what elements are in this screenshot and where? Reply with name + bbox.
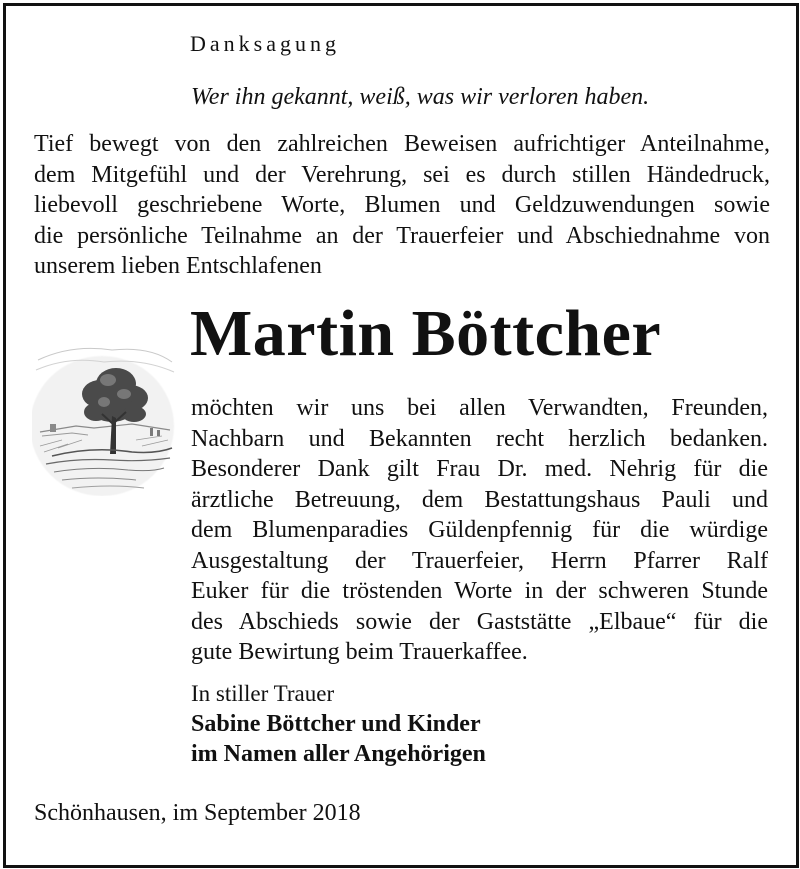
notice-heading: Danksagung (190, 31, 340, 56)
intro-line: dem Mitgefühl und der Verehrung, sei es durch stillen Händedruck, (34, 161, 770, 188)
thanks-line: Nachbarn und Bekannten recht herzlich bedanken. (191, 425, 768, 452)
tree-landscape-illustration (32, 336, 178, 496)
thanks-paragraph (191, 393, 768, 668)
thanks-line: möchten wir uns bei allen Verwandten, Freunden, (191, 395, 768, 421)
signoff-intro: In stiller Trauer (191, 681, 335, 706)
notice-motto: Wer ihn gekannt, weiß, was wir verloren haben. (191, 84, 650, 110)
thanks-line: Besonderer Dank gilt Frau Dr. med. Nehrig für die (191, 456, 768, 482)
signoff-relatives: im Namen aller Angehörigen (191, 741, 486, 767)
thanks-line: ärztliche Betreuung, dem Bestattungshaus Pauli und (191, 486, 768, 513)
signoff-block (191, 679, 486, 769)
intro-paragraph (34, 129, 770, 282)
signoff-signatories: Sabine Böttcher und Kinder (191, 711, 481, 737)
intro-line: Tief bewegt von den zahlreichen Beweisen aufrichtiger Anteilnahme, (34, 131, 770, 157)
thanks-line: Euker für die tröstenden Worte in der schweren Stunde (191, 578, 768, 604)
place-date: Schönhausen, im September 2018 (34, 800, 361, 826)
thanks-line: des Abschieds sowie der Gaststätte „Elbaue“ für die (191, 608, 768, 635)
deceased-name: Martin Böttcher (190, 297, 662, 370)
intro-line: unserem lieben Entschlafenen (34, 253, 322, 279)
intro-line: liebevoll geschriebene Worte, Blumen und Geldzuwendungen sowie (34, 192, 770, 218)
thanks-line: dem Blumenparadies Güldenpfennig für die würdige (191, 517, 768, 543)
thanks-line: Ausgestaltung der Trauerfeier, Herrn Pfarrer Ralf (191, 547, 768, 574)
thanks-line: gute Bewirtung beim Trauerkaffee. (191, 639, 528, 665)
intro-line: die persönliche Teilnahme an der Trauerfeier und Abschiednahme von (34, 222, 770, 249)
